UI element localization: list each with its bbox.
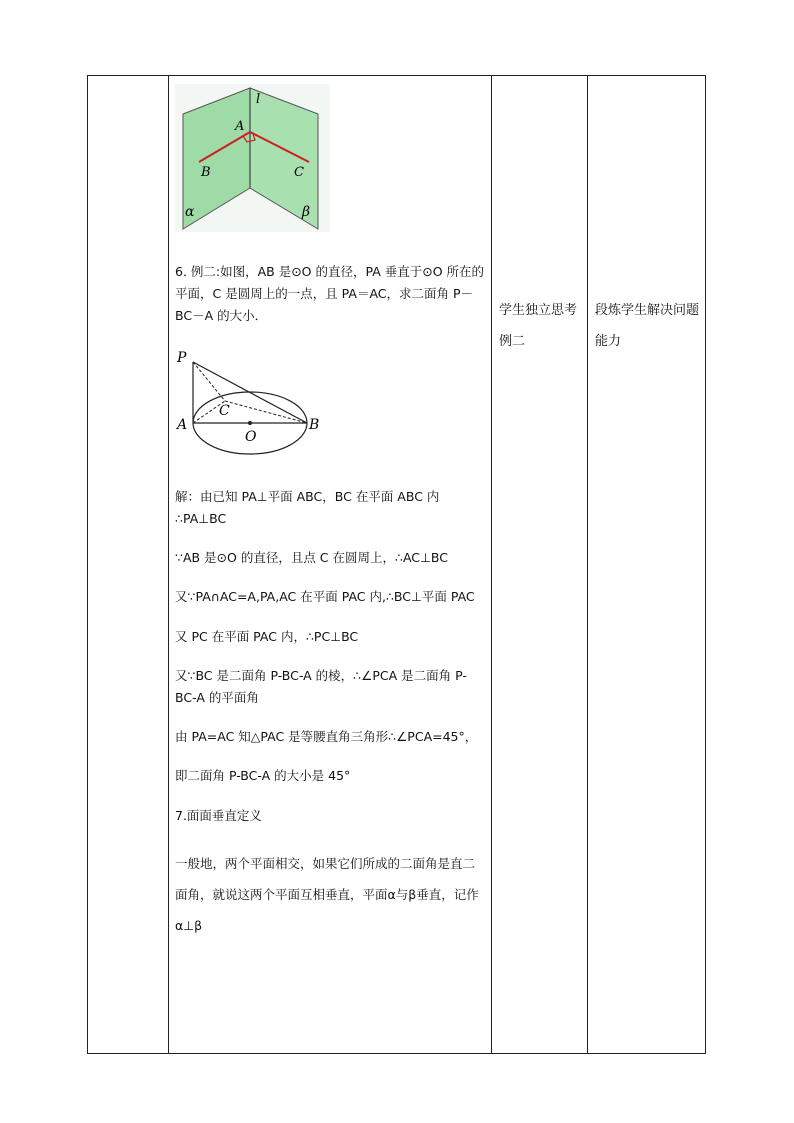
solution-line-6: 由 PA=AC 知△PAC 是等腰直角三角形∴∠PCA=45°， [175,729,478,744]
label-l: l [256,92,261,107]
column-divider [587,76,588,1053]
center-point [248,421,252,425]
label-beta: β [302,204,311,220]
dihedral-diagram [175,84,330,232]
label-B2: B [309,417,320,433]
content-cell [169,76,491,1053]
student-activity: 学生独立思考例二 [499,303,578,349]
dihedral-figure [175,84,330,236]
segment-PC [193,362,225,401]
solution-line-1: 解：由已知 PA⊥平面 ABC，BC 在平面 ABC 内∴PA⊥BC [175,489,440,526]
solution-line-4: 又 PC 在平面 PAC 内，∴PC⊥BC [175,629,359,644]
design-intent: 段炼学生解决问题能力 [595,303,700,349]
column-divider [491,76,492,1053]
label-C2: C [219,403,230,419]
circle-diagram [175,348,325,460]
label-A2: A [177,417,188,433]
lesson-table [87,75,706,1054]
label-P: P [177,350,187,366]
label-B: B [201,165,211,180]
solution-line-7: 即二面角 P-BC-A 的大小是 45° [175,768,351,783]
label-O: O [245,429,257,445]
definition-title: 7.面面垂直定义 [175,808,262,823]
label-A: A [235,119,245,134]
solution-line-2: ∵AB 是⊙O 的直径，且点 C 在圆周上，∴AC⊥BC [175,550,448,565]
example2-text: 6. 例二:如图，AB 是⊙O 的直径，PA 垂直于⊙O 所在的平面，C 是圆周上的一点，且 PA＝AC，求二面角 P－BC－A 的大小． [175,264,485,323]
label-alpha: α [185,204,195,220]
solution-line-3: 又∵PA∩AC=A,PA,AC 在平面 PAC 内,∴BC⊥平面 PAC [175,589,475,604]
solution-line-5: 又∵BC 是二面角 P-BC-A 的棱，∴∠PCA 是二面角 P-BC-A 的平面角 [175,668,467,705]
circle-figure [175,348,325,464]
label-C: C [294,165,304,180]
segment-PB [193,362,307,423]
definition-body: 一般地，两个平面相交，如果它们所成的二面角是直二面角，就说这两个平面互相垂直，平面α与β垂直，记作α⊥β [175,856,479,933]
